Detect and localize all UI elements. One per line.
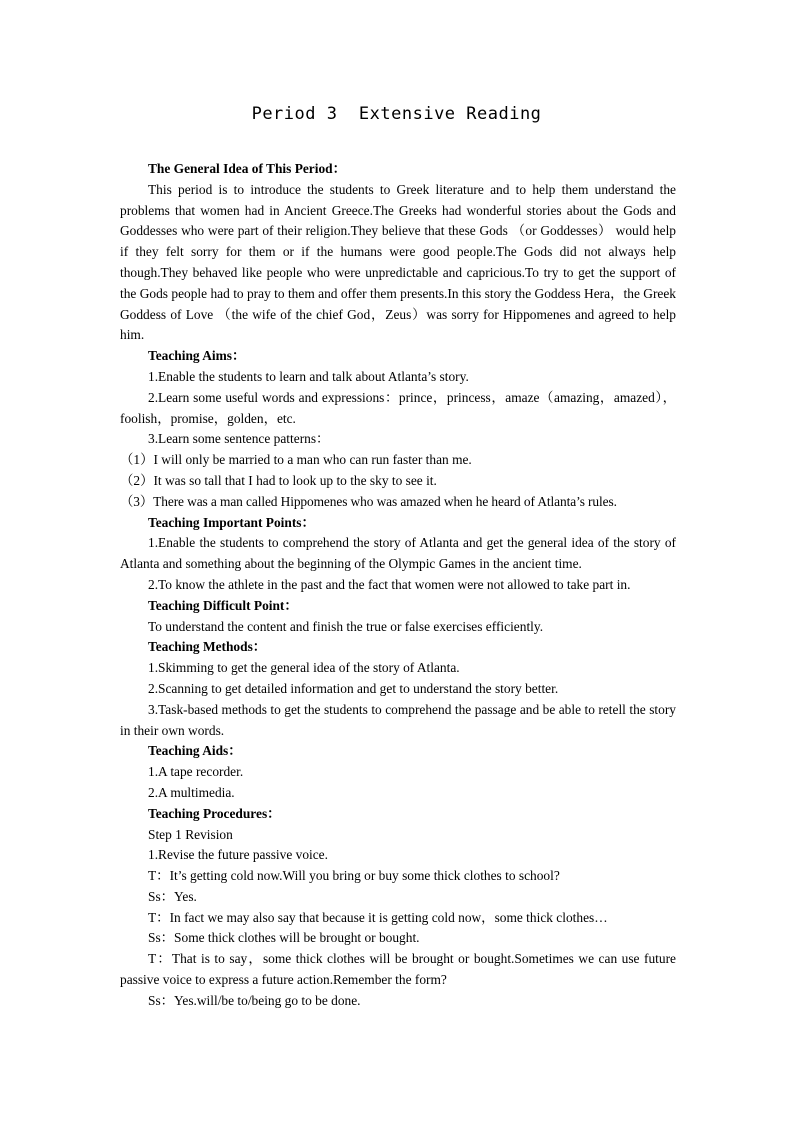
dialogue-line-3: T：In fact we may also say that because it is getting cold now，some thick clothes… bbox=[148, 909, 608, 925]
method-item-2: 2.Scanning to get detailed information and get to understand the story better. bbox=[148, 680, 559, 696]
page-title: Period 3 Extensive Reading bbox=[251, 104, 542, 124]
important-point-1: 1.Enable the students to comprehend the story of Atlanta and get the general idea of the story of Atlanta and something about the beginning of the Olympic Games in the ancient time. bbox=[120, 535, 676, 572]
step-1-heading: Step 1 Revision bbox=[148, 826, 233, 842]
section-heading-difficult-point: Teaching Difficult Point： bbox=[148, 597, 298, 613]
dialogue-line-6: Ss：Yes.will/be to/being go to be done. bbox=[148, 992, 361, 1008]
section-heading-important-points: Teaching Important Points： bbox=[148, 514, 315, 530]
method-item-3: 3.Task-based methods to get the students to comprehend the passage and be able to retell the story in their own words. bbox=[120, 701, 676, 738]
aid-item-1: 1.A tape recorder. bbox=[148, 764, 244, 780]
sentence-pattern-1: （1）I will only be married to a man who can run faster than me. bbox=[120, 452, 472, 468]
section-heading-general-idea: The General Idea of This Period： bbox=[148, 161, 347, 176]
section-heading-teaching-aims: Teaching Aims： bbox=[148, 348, 246, 364]
aim-item-1: 1.Enable the students to learn and talk about Atlanta’s story. bbox=[148, 368, 469, 384]
important-point-2: 2.To know the athlete in the past and the fact that women were not allowed to take part in. bbox=[148, 576, 631, 592]
procedure-item-1: 1.Revise the future passive voice. bbox=[148, 847, 328, 863]
aid-item-2: 2.A multimedia. bbox=[148, 784, 235, 800]
section-heading-methods: Teaching Methods： bbox=[148, 639, 267, 655]
method-item-1: 1.Skimming to get the general idea of the story of Atlanta. bbox=[148, 660, 460, 676]
difficult-point-text: To understand the content and finish the true or false exercises efficiently. bbox=[148, 618, 544, 634]
sentence-pattern-2: （2）It was so tall that I had to look up to the sky to see it. bbox=[120, 472, 437, 488]
dialogue-line-5: T：That is to say，some thick clothes will be brought or bought.Sometimes we can use future passive voice to express a future action.Remember the form? bbox=[120, 951, 676, 988]
aim-item-2: 2.Learn some useful words and expressions：prince，princess，amaze（amazing，amazed），foolish，promise，golden，etc. bbox=[120, 389, 676, 426]
dialogue-line-4: Ss：Some thick clothes will be brought or bought. bbox=[148, 930, 420, 946]
section-heading-aids: Teaching Aids： bbox=[148, 743, 242, 759]
aim-item-3: 3.Learn some sentence patterns： bbox=[148, 431, 330, 447]
general-idea-paragraph: This period is to introduce the students to Greek literature and to help them understand the problems that women had in Ancient Greece.The Greeks had wonderful stories about the Gods and Goddesses who were part of their religion.They believe that these Gods （or Goddesses） would help if they felt sorry for them or if the humans were good people.The Gods did not always help though.They behaved like people who were unpredictable and capricious.To try to get the support of the Gods people had to pray to them and offer them presents.In this story the Goddess Hera，the Greek Goddess of Love （the wife of the chief God，Zeus）was sorry for Hippomenes and agreed to help him. bbox=[120, 181, 676, 343]
dialogue-line-2: Ss：Yes. bbox=[148, 888, 197, 904]
section-heading-procedures: Teaching Procedures： bbox=[148, 805, 281, 821]
dialogue-line-1: T：It’s getting cold now.Will you bring or buy some thick clothes to school? bbox=[148, 868, 560, 884]
document-body bbox=[120, 159, 676, 1012]
sentence-pattern-3: （3）There was a man called Hippomenes who was amazed when he heard of Atlanta’s rules. bbox=[120, 493, 617, 509]
